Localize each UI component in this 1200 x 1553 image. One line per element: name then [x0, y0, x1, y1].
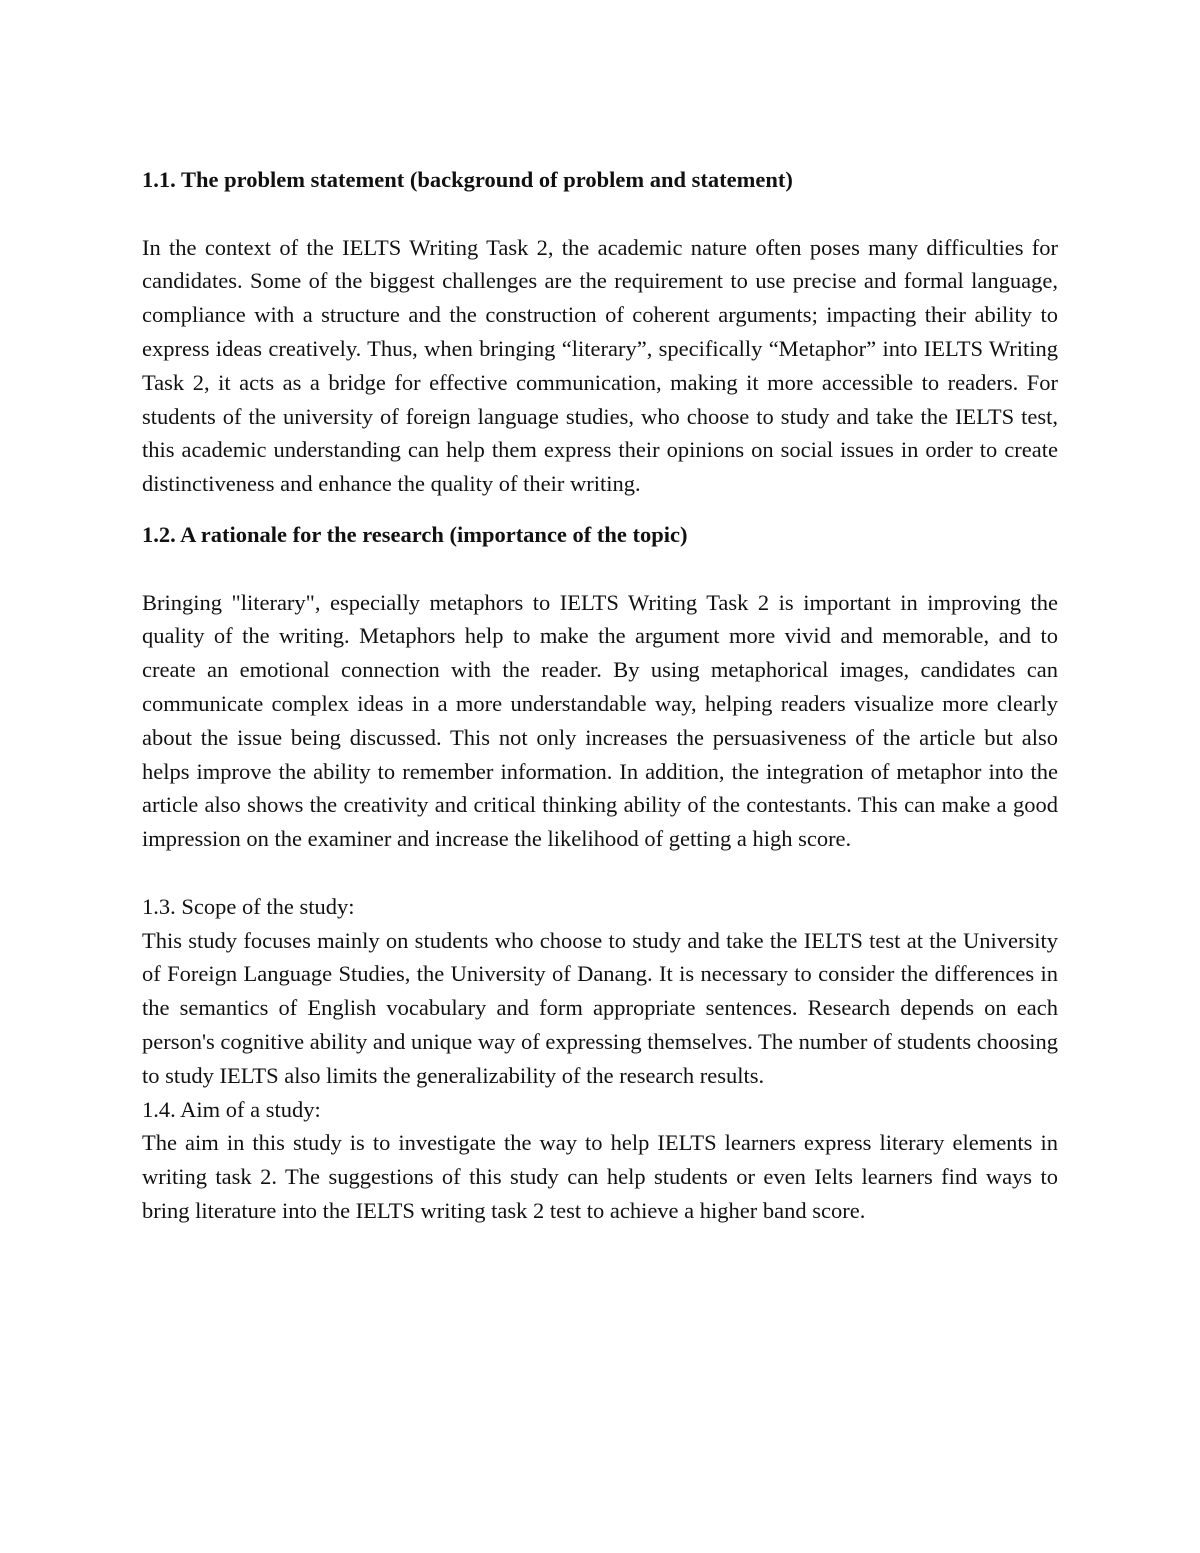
- paragraph-problem-statement: In the context of the IELTS Writing Task 2, the academic nature often poses many difficulties for candidates. Some of the biggest challenges are the requirement to use precise and formal language, compliance with a structure and the construction of coherent arguments; impacting their ability to express ideas creatively. Thus, when bringing “literary”, specifically “Metaphor” into IELTS Writing Task 2, it acts as a bridge for effective communication, making it more accessible to readers. For students of the university of foreign language studies, who choose to study and take the IELTS test, this academic understanding can help them express their opinions on social issues in order to create distinctiveness and enhance the quality of their writing.: [142, 234, 1058, 497]
- paragraph-aim: The aim in this study is to investigate the way to help IELTS learners express literary elements in writing task 2. The suggestions of this study can help students or even Ielts learners find ways to bring literature into the IELTS writing task 2 test to achieve a higher band score.: [142, 1130, 1058, 1223]
- section-heading-problem-statement: 1.1. The problem statement (background of problem and statement): [142, 167, 793, 192]
- section-heading-scope: 1.3. Scope of the study:: [142, 893, 355, 919]
- section-heading-rationale: 1.2. A rationale for the research (importance of the topic): [142, 521, 688, 547]
- section-heading-aim: 1.4. Aim of a study:: [142, 1096, 321, 1122]
- paragraph-scope: This study focuses mainly on students who choose to study and take the IELTS test at the University of Foreign Language Studies, the University of Danang. It is necessary to consider the differences in the semantics of English vocabulary and form appropriate sentences. Research depends on each person's cognitive ability and unique way of expressing themselves. The number of students choosing to study IELTS also limits the generalizability of the research results.: [142, 927, 1058, 1088]
- document-page: [142, 163, 1058, 1228]
- paragraph-rationale: Bringing "literary", especially metaphors to IELTS Writing Task 2 is important in improving the quality of the writing. Metaphors help to make the argument more vivid and memorable, and to create an emotional connection with the reader. By using metaphorical images, candidates can communicate complex ideas in a more understandable way, helping readers visualize more clearly about the issue being discussed. This not only increases the persuasiveness of the article but also helps improve the ability to remember information. In addition, the integration of metaphor into the article also shows the creativity and critical thinking ability of the contestants. This can make a good impression on the examiner and increase the likelihood of getting a high score.: [142, 589, 1058, 852]
